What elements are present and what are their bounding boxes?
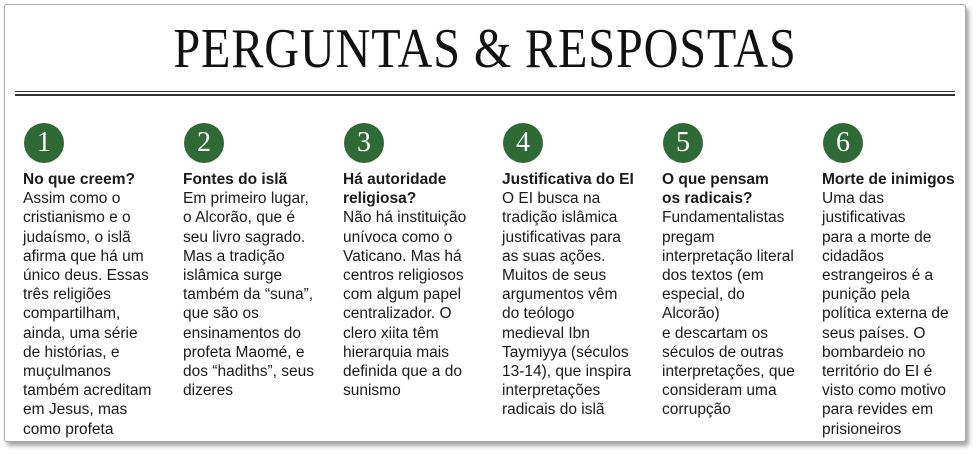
qa-column-3 (343, 123, 495, 400)
page-title: PERGUNTAS & RESPOSTAS (173, 18, 797, 80)
number-badge: 2 (184, 123, 224, 163)
qa-column-4 (502, 123, 654, 420)
question-heading: Há autoridade religiosa? (343, 171, 447, 208)
question-heading: No que creem? (23, 171, 135, 188)
question-heading: Justificativa do EI (502, 171, 634, 188)
answer-text: O EI busca na tradição islâmica justificativas para as suas ações. Muitos de seus argumentos vêm do teólogo medieval Ibn Taymiyya (séculos 13-14), que inspira interpretações radicais do islã (502, 190, 632, 419)
number-badge: 5 (663, 123, 703, 163)
qa-column-2 (183, 123, 335, 400)
qa-column-6 (822, 123, 974, 439)
question-heading: O que pensam os radicais? (662, 171, 769, 208)
answer-text: Não há instituição unívoca como o Vaticano. Mas há centros religiosos com algum papel centralizador. O clero xiita têm hierarquia mais definida que a do sunismo (343, 209, 467, 400)
answer-text: Em primeiro lugar, o Alcorão, que é seu livro sagrado. Mas a tradição islâmica surge também da “suna”, que são os ensinamentos do profeta Maomé, e dos “hadiths”, seus dizeres (183, 190, 314, 400)
number-badge: 6 (823, 123, 863, 163)
title-divider-thin (15, 91, 955, 92)
answer-text: Fundamentalistas pregam interpretação literal dos textos (em especial, do Alcorão) e descartam os séculos de outras interpretações, que consideram uma corrupção (662, 209, 795, 419)
question-heading: Morte de inimigos (822, 171, 955, 188)
title-divider-thick (15, 94, 955, 96)
infographic-panel (4, 4, 966, 442)
answer-text: Uma das justificativas para a morte de cidadãos estrangeiros é a punição pela política externa de seus países. O bombardeio no território do EI é visto como motivo para revides em prisioneiros (822, 190, 949, 438)
qa-column-1 (23, 123, 175, 439)
number-badge: 4 (503, 123, 543, 163)
qa-column-5 (662, 123, 814, 420)
question-heading: Fontes do islã (183, 171, 288, 188)
answer-text: Assim como o cristianismo e o judaísmo, o islã afirma que há um único deus. Essas três religiões compartilham, ainda, uma série de histórias, e muçulmanos também acreditam em Jesus, mas como profeta (23, 190, 152, 438)
number-badge: 1 (24, 123, 64, 163)
number-badge: 3 (344, 123, 384, 163)
